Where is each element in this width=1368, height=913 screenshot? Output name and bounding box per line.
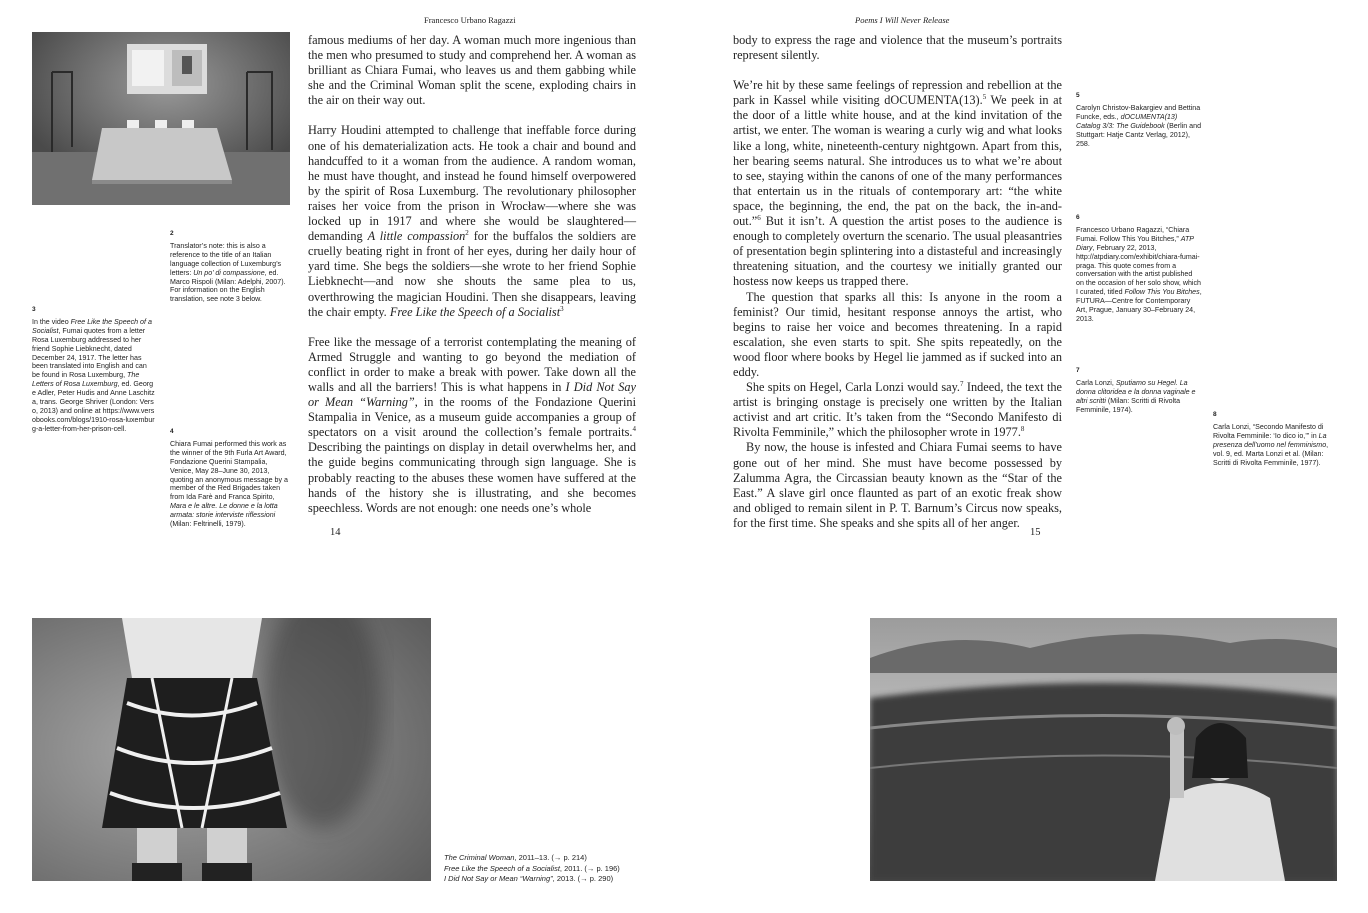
footnote-text: (Milan: Feltrinelli, 1979). (170, 520, 246, 529)
paragraph (733, 380, 1062, 440)
emph-run: A little compassion (367, 229, 466, 244)
caption-title: Free Like the Speech of a Socialist (444, 863, 560, 873)
footnote-3 (32, 306, 156, 434)
caption-line (444, 853, 620, 864)
paragraph (733, 78, 1062, 289)
footnote-text: Carolyn Christov-Bakargiev and Bettina Funcke, eds., (1076, 103, 1201, 121)
footnote-text: Carla Lonzi, “Secondo Manifesto di Rivolta Femminile: ‘Io dico io,’” in (1213, 422, 1324, 440)
footnote-text: , February 22, 2013, http://atpdiary.com/exhibit/chiara-fumai-praga. This quote comes from a conversation with the artist published on the occasion of her solo show, which I curated, titled (1076, 243, 1202, 297)
footnote-text: In the video (32, 317, 71, 326)
footnote-7 (1076, 367, 1202, 415)
footnote-ref: 3 (560, 304, 564, 313)
caption-detail: , 2011–13. (→ p. 214) (514, 853, 587, 862)
footnote-number: 4 (170, 428, 174, 435)
text-run: , in the rooms of the Fondazione Querini Stampalia in Venice, as a museum guide accompanies a group of spectators on a visit around the collection’s female portraits. (308, 395, 637, 440)
footnote-text: Francesco Urbano Ragazzi, “Chiara Fumai. Follow This You Bitches,” (1076, 225, 1190, 243)
footnote-emph: Follow This You Bitches (1124, 288, 1200, 297)
text-run: for the buffalos the soldiers are cruelly beating right in front of her eyes, during her daily hour of yard time. She begs the soldiers—she wrote to her friend Sophie Liebknecht—and now she shouts the same plea to us, overthrowing the magician Houdini. Then she disappears, leaving the chair empty. (308, 229, 637, 319)
photo-bound-figure (32, 618, 431, 881)
footnote-ref: 5 (982, 93, 987, 102)
footnote-text: (Milan: Scritti di Rivolta Femminile, 1974). (1076, 396, 1181, 414)
footnote-number: 5 (1076, 92, 1080, 99)
footnote-text: (Berlin and Stuttgart: Hatje Cantz Verlag, 2012), 258. (1076, 121, 1202, 148)
text-run: Free like the message of a terrorist contemplating the meaning of Armed Struggle and wanting to go beyond the mediation of conflict in order to make a break with power. Take down all the walls and all the barriers! This is what happens in (308, 334, 636, 394)
footnote-ref: 7 (960, 379, 964, 388)
emph-run: Free Like the Speech of a Socialist (389, 304, 561, 319)
photo-seance-table (32, 32, 290, 205)
footnote-emph: ATP Diary (1076, 234, 1194, 252)
text-run: Harry Houdini attempted to challenge that ineffable force during one of his dematerialization acts. He took a chair and bound and handcuffed to it a woman from the audience. A random woman, he must have thought, and instead he found himself overpowered by the spirit of Rosa Luxemburg. The revolutionary philosopher raises her voice from the prison in Wrocław—where she was locked up in 1917 and where she would be slaughtered—demanding (308, 123, 636, 244)
footnote-number: 2 (170, 230, 174, 237)
footnote-number: 6 (1076, 214, 1080, 221)
footnote-text: Translator’s note: this is also a reference to the title of an Italian language collection of Luxemburg’s letters: (170, 241, 282, 277)
photo-crowd-woman (870, 618, 1337, 881)
footnote-emph: The Letters of Rosa Luxemburg (32, 371, 140, 389)
caption-detail: , 2013. (→ p. 290) (552, 874, 614, 883)
footnote-number: 3 (32, 306, 36, 313)
footnote-emph: Free Like the Speech of a Socialist (32, 317, 152, 335)
running-head-right: Poems I Will Never Release (855, 15, 950, 25)
left-page-body (308, 33, 636, 516)
page-number-right: 15 (1030, 527, 1041, 538)
paragraph: body to express the rage and violence that the museum’s portraits represent silently. (733, 33, 1062, 63)
caption-line (444, 874, 620, 885)
footnote-text: , Fumai quotes from a letter Rosa Luxemburg addressed to her friend Sophie Liebknecht, dated December 24, 1917. The letter has been translated into English and can be found in Rosa Luxemburg, (32, 326, 147, 380)
text-run: We’re hit by these same feelings of repression and rebellion at the park in Kassel while visiting dOCUMENTA(13). (733, 78, 1062, 108)
footnote-4 (170, 428, 292, 529)
text-run: Indeed, the text the artist is bringing onstage is precisely one written by the Italian activist and art critic. It’s taken from the “Secondo Manifesto di Rivolta Femminile,” which the philosopher wrote in 1977. (733, 380, 1062, 440)
right-page-body (733, 33, 1062, 531)
paragraph (308, 335, 636, 516)
footnote-8 (1213, 411, 1339, 467)
emph-run: I Did Not Say or Mean “Warning” (308, 379, 636, 410)
footnote-emph: dOCUMENTA(13) Catalog 3/3: The Guidebook (1076, 112, 1178, 130)
footnote-ref: 8 (1020, 425, 1025, 434)
footnote-ref: 2 (465, 229, 469, 238)
footnote-text: Chiara Fumai performed this work as the winner of the 9th Furla Art Award, Fondazione Querini Stampalia, Venice, May 28–June 30, 2013, quoting an anonymous message by a member of the Red Brigades taken from Ida Farè and Franca Spirito, (170, 439, 288, 502)
footnote-emph: Sputiamo su Hegel. La donna clitoridea e la donna vaginale e altri scritti (1076, 378, 1196, 405)
text-run: But it isn’t. A question the artist poses to the audience is enough to completely overturn the scenario. The usual pleasantries of presentation begin splintering into a distasteful and increasingly threatening situation, and the courtesy we initially granted our hostess now keeps us trapped there. (733, 214, 1062, 289)
text-run: Describing the paintings on display in detail overwhelms her, and the guide begins communicating through sign language. She is probably reacting to the abuses these women have suffered at the hands of the history she is illustrating, and she becomes speechless. Words are not enough: one needs one’s whole (308, 440, 636, 515)
paragraph: The question that sparks all this: Is anyone in the room a feminist? Our timid, hesitant response annoys the artist, who begins to raise her voice and becomes threatening. In a rapid escalation, she even starts to spit. She spits repeatedly, on the wood floor where books by Hegel lie jammed as if sucked into an eddy. (733, 289, 1062, 379)
footnote-5 (1076, 92, 1202, 148)
footnote-number: 7 (1076, 367, 1080, 374)
footnote-emph: La presenza dell’uomo nel femminismo (1213, 431, 1327, 449)
caption-line (444, 864, 620, 875)
footnote-text: , vol. 9, ed. Marta Lonzi et al. (Milan: Scritti di Rivolta Femminile, 1977). (1213, 440, 1329, 467)
footnote-text: Carla Lonzi, (1076, 378, 1116, 387)
footnote-2 (170, 230, 290, 304)
caption-detail: , 2011. (→ p. 196) (559, 863, 620, 873)
paragraph (308, 123, 636, 319)
footnote-text: , FUTURA—Centre for Contemporary Art, Prague, January 30–February 24, 2013. (1076, 288, 1202, 323)
text-run: She spits on Hegel, Carla Lonzi would say. (746, 380, 961, 395)
text-run: We peek in at the door of a little white house, and at the kind invitation of the artist, we enter. The woman is wearing a curly wig and what looks like a long, white, nineteenth-century nightgown. Apart from this, her bearing seems natural. She introduces us to what we’re about to see, staying within the canons of one of the many performances that entertain us in the rituals of contemporary art: “the white space, the beginning, the end, the pat on the back, the in-and-out.” (733, 93, 1062, 229)
footnote-6 (1076, 214, 1202, 324)
caption-title: The Criminal Woman (444, 853, 515, 862)
page-number-left: 14 (330, 527, 341, 538)
paragraph: By now, the house is infested and Chiara Fumai seems to have gone out of her mind. She must have become possessed by Zalumma Agra, the Circassian beauty known as the “Star of the East.” A slave girl once flaunted as part of an exotic freak show and obliged to remain silent in P. T. Barnum’s Circus now speaks, for the first time. She speaks and she spits all of her anger. (733, 440, 1062, 530)
image-captions (444, 853, 620, 885)
footnote-emph: Mara e le altre. Le donne e la lotta armata: storie interviste riflessioni (170, 502, 278, 520)
caption-title: I Did Not Say or Mean “Warning” (444, 874, 553, 883)
paragraph: famous mediums of her day. A woman much more ingenious than the men who presumed to study and comprehend her. A woman as brilliant as Chiara Fumai, who leaves us and them gabbing while she and the Criminal Woman split the scene, exploding chairs in the air on their way out. (308, 33, 636, 108)
footnote-text: , ed. George Adler, Peter Hudis and Anne Laschitza, trans. George Shriver (London: Verso, 2013) and online at https://www.versobooks.com/blogs/1910-rosa-luxemburg-a-letter-from-her-prison-cell. (32, 380, 155, 433)
footnote-emph: Un po’ di compassione (193, 268, 265, 277)
running-head-left: Francesco Urbano Ragazzi (424, 15, 516, 25)
footnote-text: , ed. Marco Rispoli (Milan: Adelphi, 2007). For information on the English translation, see note 3 below. (170, 268, 286, 304)
footnote-ref: 4 (632, 425, 636, 434)
footnote-ref: 6 (757, 213, 761, 222)
footnote-number: 8 (1213, 411, 1217, 418)
